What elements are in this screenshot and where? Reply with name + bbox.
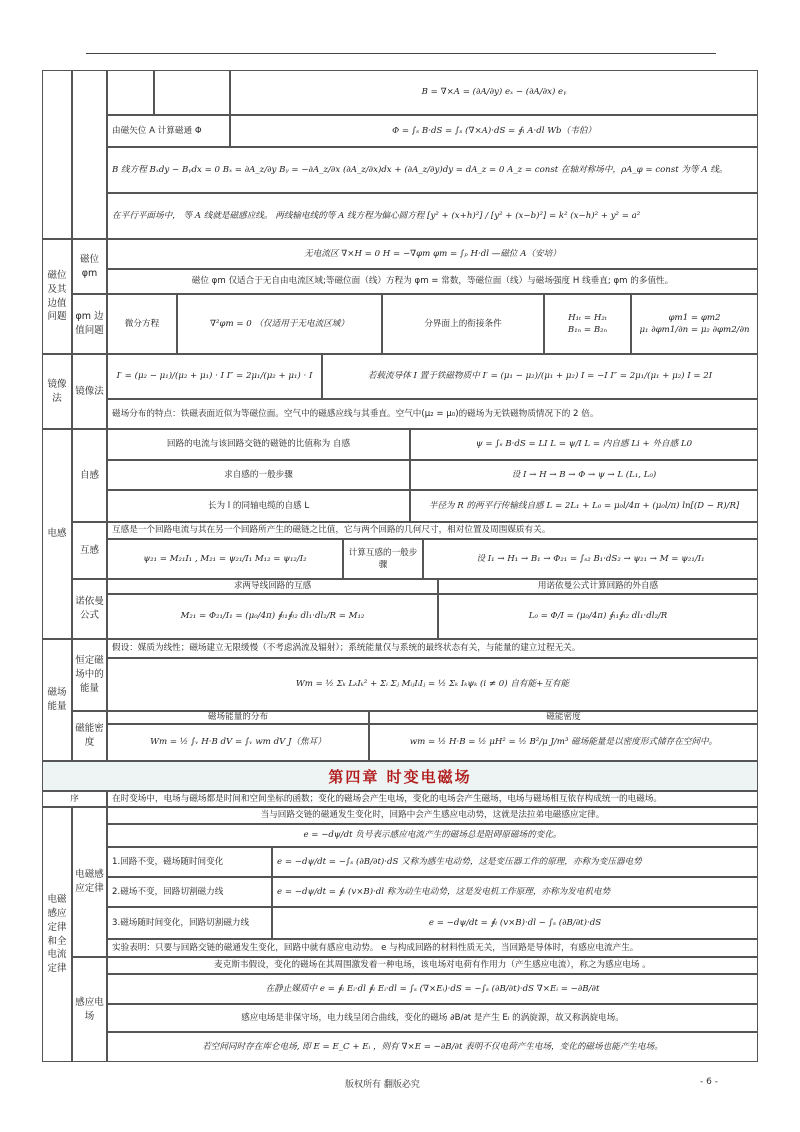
case-1-label: 1.回路不变，磁场随时间变化: [107, 847, 272, 877]
case-1-formula: e = −dψ/dt = −∫ₛ (∂B/∂t)·dS 又称为感生电动势，这是变压器工作的原理，亦称为变压器电势: [272, 847, 758, 877]
faraday-law-text: 当与回路交链的磁通发生变化时，回路中会产生感应电动势，这就是法拉弟电磁感应定律。: [107, 807, 758, 824]
interface-condition-label: 分界面上的衔接条件: [382, 294, 544, 354]
nonconservative-field-note: 感应电场是非保守场，电力线呈闭合曲线，变化的磁场 ∂B/∂t 是产生 Eᵢ 的涡旋源，故又称涡旋电场。: [107, 1004, 758, 1032]
left-column-blank: [42, 70, 72, 239]
neumann-external-formula: L₀ = Φ/I = (μ₀/4π) ∮ₗ₁∮ₗ₂ dl₁·dl₂/R: [438, 594, 758, 639]
self-inductance-definition: 回路的电流与该回路交链的磁链的比值称为 自感: [107, 429, 410, 460]
experiment-note: 实验表明：只要与回路交链的磁通发生变化，回路中就有感应电动势。 e 与构成回路的材料性质无关，当回路是导体时，有感应电流产生。: [107, 939, 758, 957]
eccentric-circle-equation: 在平行平面场中， 等 A 线就是磁感应线。 两线输电线的等 A 线方程为偏心圆方程 [y² + (x+h)²] / [y² + (x−b)²] = k² (x−h)² + y² = a²: [107, 193, 758, 239]
blank-cell: [154, 70, 230, 115]
curl-formula: B = ∇×A = (∂A/∂y) eₓ − (∂A/∂x) eᵧ: [230, 70, 758, 115]
case-3-label: 3.磁场随时间变化，回路切割磁力线: [107, 907, 272, 939]
laplace-equation: ∇²φm = 0 （仅适用于无电流区域）: [177, 294, 382, 354]
boundary-condition-h-b: H₁ₜ = H₂ₜ B₁ₙ = B₂ₙ: [544, 294, 631, 354]
energy-distribution-title: 磁场能量的分布: [107, 711, 369, 724]
case-2-formula: e = −dψ/dt = ∮ₗ (v×B)·dl 称为动生电动势，这是发电机工作原理，亦称为发电机电势: [272, 877, 758, 907]
potential-property-note: 磁位 φm 仅适合于无自由电流区域;等磁位面（线）方程为 φm = 常数，等磁位面（线）与磁场强度 H 线垂直; φm 的多值性。: [107, 269, 758, 294]
coaxial-cable-label: 长为 l 的同轴电缆的自感 L: [107, 490, 410, 522]
flux-formula: Φ = ∫ₛ B·dS = ∫ₛ (∇×A)·dS = ∮ₗ A·dl Wb（韦伯）: [230, 115, 758, 147]
mutual-inductance-definition: 互感是一个回路电流与其在另一个回路所产生的磁链之比值，它与两个回路的几何尺寸，相对位置及周围媒质有关。: [107, 522, 758, 539]
image-current-formula: I′ = (μ₂ − μ₁)/(μ₂ + μ₁) · I I″ = 2μ₁/(μ₂ + μ₁) · I: [107, 354, 322, 399]
page-number: - 6 -: [700, 1077, 718, 1087]
transmission-line-inductance: 半径为 R 的两平行传输线自感 L = 2L₁ + L₀ = μ₀l/4π + (μ₀l/π) ln[(D − R)/R]: [410, 490, 758, 522]
subsection-image-method: 镜像法: [72, 354, 107, 429]
chapter-heading: [42, 761, 758, 791]
notes-table: [42, 70, 758, 1062]
preface-text: 在时变场中，电场与磁场都是时间和空间坐标的函数；变化的磁场会产生电场，变化的电场会产生磁场，电场与磁场相互依存构成统一的电磁场。: [107, 791, 758, 807]
section-magnetic-energy: 磁场能量: [42, 639, 72, 761]
energy-assumption: 假设：媒质为线性；磁场建立无限缓慢（不考虑涡流及辐射）；系统能量仅与系统的最终状态有关，与能量的建立过程无关。: [107, 639, 758, 658]
mutual-steps-label: 计算互感的一般步骤: [343, 539, 423, 579]
boundary-condition-potential: φm1 = φm2 μ₁ ∂φm1/∂n = μ₂ ∂φm2/∂n: [631, 294, 758, 354]
energy-density-title: 磁能密度: [369, 711, 758, 724]
subsection-scalar-potential: 磁位 φm: [72, 239, 107, 294]
potential-definition: 无电流区 ∇×H = 0 H = −∇φm φm = ∫ₚ H·dl —磁位 A（安培）: [107, 239, 758, 269]
preface-label: 序: [42, 791, 107, 807]
mutual-steps-formula: 设 I₁ → H₁ → B₁ → Φ₂₁ = ∫ₛ₂ B₁·dS₂ → ψ₂₁ → M = ψ₂₁/I₁: [423, 539, 758, 579]
subsection-mutual-inductance: 互感: [72, 522, 107, 579]
mutual-inductance-formula: ψ₂₁ = M₂₁I₁ , M₂₁ = ψ₂₁/I₁ M₁₂ = ψ₁₂/I₂: [107, 539, 343, 579]
energy-density-formula: wm = ½ H·B = ½ μH² = ½ B²/μ J/m³ 磁场能量是以密度形式储存在空间中。: [369, 724, 758, 761]
section-image-method: 镜像法: [42, 354, 72, 429]
static-medium-formula: 在静止媒质中 e = ∮ₗ Eᵢ·dl ∮ₗ Eᵢ·dl = ∫ₛ (∇×Eᵢ)·dS = −∫ₛ (∂B/∂t)·dS ∇×Eᵢ = −∂B/∂t: [107, 974, 758, 1004]
subsection-boundary-value: φm 边值问题: [72, 294, 107, 354]
subsection-neumann: 诺依曼公式: [72, 579, 107, 639]
neumann-external-title: 用诺依曼公式计算回路的外自感: [438, 579, 758, 594]
neumann-mutual-formula: M₂₁ = Φ₂₁/I₁ = (μ₀/4π) ∮ₗ₁∮ₗ₂ dl₁·dl₂/R = M₁₂: [107, 594, 438, 639]
self-inductance-steps-label: 求自感的一般步骤: [107, 460, 410, 490]
subsection-induction-law: 电磁感应定律: [72, 807, 107, 957]
maxwell-hypothesis: 麦克斯韦假设，变化的磁场在其周围激发着一种电场，该电场对电荷有作用力（产生感应电流），称之为感应电场 。: [107, 957, 758, 974]
subsection-self-inductance: 自感: [72, 429, 107, 522]
subsection-static-energy: 恒定磁场中的能量: [72, 639, 107, 711]
self-inductance-steps: 设 I → H → B → Φ → ψ → L (L₁, L₀): [410, 460, 758, 490]
chapter-title: 第四章 时变电磁场: [328, 767, 472, 786]
self-inductance-formula: ψ = ∫ₛ B·dS = LI L = ψ/I L = 内自感 Li + 外自感 L0: [410, 429, 758, 460]
case-2-label: 2.磁场不变，回路切割磁力线: [107, 877, 272, 907]
subsection-energy-density: 磁能密度: [72, 711, 107, 761]
section-scalar-potential: 磁位及其边值问题: [42, 239, 72, 354]
ferromagnetic-image-formula: 若载流导体 I 置于铁磁物质中 I′ = (μ₁ − μ₂)/(μ₁ + μ₂) I = −I I″ = 2μ₁/(μ₁ + μ₂) I = 2I: [322, 354, 758, 399]
faraday-law-formula: e = −dψ/dt 负号表示感应电流产生的磁场总是阻碍原磁场的变化。: [107, 824, 758, 847]
energy-distribution-formula: Wm = ½ ∫ᵥ H·B dV = ∫ᵥ wm dV J（焦耳）: [107, 724, 369, 761]
flux-label: 由磁矢位 A 计算磁通 Φ: [107, 115, 230, 147]
differential-equation-label: 微分方程: [107, 294, 177, 354]
field-distribution-note: 磁场分布的特点：铁磁表面近似为等磁位面。空气中的磁感应线与其垂直。空气中(μ₂ = μ₀)的磁场为无铁磁物质情况下的 2 倍。: [107, 399, 758, 429]
section-inductance: 电感: [42, 429, 72, 639]
copyright-notice: 版权所有 翻版必究: [345, 1080, 420, 1090]
header-rule: [86, 53, 716, 54]
combined-field-formula: 若空间同时存在库仑电场, 即 E = E_C + Eᵢ ，则有 ∇×E = −∂B/∂t 表明不仅电荷产生电场，变化的磁场也能产生电场。: [107, 1032, 758, 1062]
case-3-formula: e = −dψ/dt = ∮ₗ (v×B)·dl − ∫ₛ (∂B/∂t)·dS: [272, 907, 758, 939]
subsection-induced-field: 感应电场: [72, 957, 107, 1062]
section-induction: 电磁感应定律和全电流定律: [42, 807, 72, 1062]
field-line-equation: B 线方程 Bₓdy − Bᵧdx = 0 Bₓ = ∂A_z/∂y Bᵧ = −∂A_z/∂x (∂A_z/∂x)dx + (∂A_z/∂y)dy = dA_z = 0 A_z = const 在轴对称场中，ρA_φ = const 为等 A 线。: [107, 147, 758, 193]
energy-sum-formula: Wm = ½ Σₖ LₖIₖ² + Σᵢ Σⱼ MᵢⱼIᵢIⱼ = ½ Σₖ Iₖψₖ (i ≠ 0) 自有能+互有能: [107, 658, 758, 711]
neumann-mutual-title: 求两导线回路的互感: [107, 579, 438, 594]
blank-cell: [107, 70, 154, 115]
second-column-blank: [72, 70, 107, 239]
